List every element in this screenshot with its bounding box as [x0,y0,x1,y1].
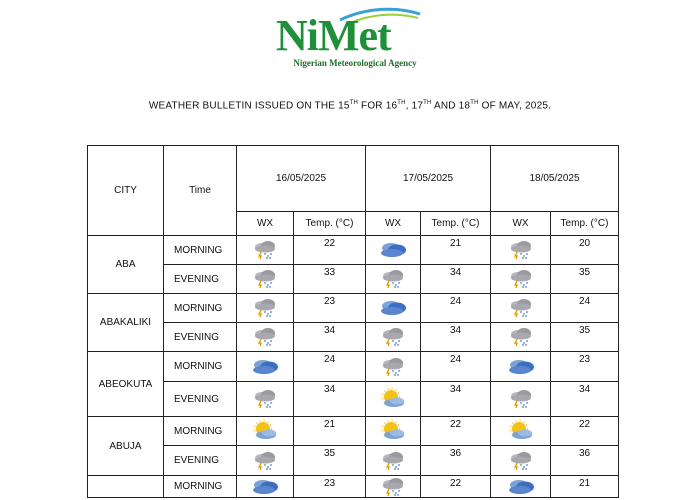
temp-value: 34 [421,265,491,294]
wx-cell [491,417,551,446]
thunder-rain-icon [491,389,550,409]
forecast-table [87,145,619,498]
temp-value: 24 [551,294,619,323]
thunder-rain-icon [491,269,550,289]
wx-cell [491,446,551,476]
date-header: 16/05/2025 [237,146,366,212]
table-row [88,476,619,498]
time-period: EVENING [164,323,237,352]
wx-cell [237,236,294,265]
wx-cell [237,446,294,476]
temp-value: 35 [294,446,366,476]
thunder-rain-icon [491,298,550,318]
temp-value: 23 [294,476,366,498]
bulletin-title: WEATHER BULLETIN ISSUED ON THE 15TH FOR 16TH, 17TH AND 18TH OF MAY, 2025. [148,100,552,112]
table-row [88,417,619,446]
thunder-rain-icon [237,327,293,347]
cloudy-icon [366,299,420,317]
table-row [88,446,619,476]
time-period: MORNING [164,294,237,323]
cloudy-icon [237,478,293,496]
temp-value: 24 [421,294,491,323]
temp-value: 34 [421,382,491,417]
temp-value: 21 [551,476,619,498]
wx-header: WX [366,212,421,236]
table-row [88,323,619,352]
temp-value: 36 [551,446,619,476]
wx-cell [366,236,421,265]
thunder-rain-icon [237,389,293,409]
date-header: 18/05/2025 [491,146,619,212]
temp-header: Temp. (°C) [421,212,491,236]
wx-cell [237,382,294,417]
temp-value: 35 [551,265,619,294]
city-name: ABAKALIKI [88,294,164,352]
wx-cell [237,265,294,294]
wx-cell [366,446,421,476]
wx-cell [366,352,421,382]
sun-cloud-icon [491,420,550,442]
thunder-rain-icon [237,298,293,318]
thunder-rain-icon [366,327,420,347]
thunder-rain-icon [237,269,293,289]
wx-cell [237,417,294,446]
wx-cell [491,294,551,323]
thunder-rain-icon [491,451,550,471]
temp-value: 22 [421,417,491,446]
city-name [88,476,164,498]
city-header: CITY [88,146,164,236]
temp-value: 34 [421,323,491,352]
temp-value: 21 [294,417,366,446]
time-period: MORNING [164,476,237,498]
sun-cloud-icon [237,420,293,442]
temp-value: 22 [421,476,491,498]
city-name: ABUJA [88,417,164,476]
table-row [88,265,619,294]
cloudy-icon [491,478,550,496]
temp-header: Temp. (°C) [294,212,366,236]
cloudy-icon [491,358,550,376]
temp-value: 36 [421,446,491,476]
temp-value: 22 [294,236,366,265]
nimet-logo [270,6,435,70]
thunder-rain-icon [366,451,420,471]
thunder-rain-icon [237,240,293,260]
table-row [88,382,619,417]
city-name: ABA [88,236,164,294]
temp-value: 23 [294,294,366,323]
wx-cell [491,236,551,265]
temp-value: 23 [551,352,619,382]
time-period: EVENING [164,446,237,476]
time-period: EVENING [164,265,237,294]
wx-header: WX [237,212,294,236]
cloudy-icon [366,241,420,259]
wx-cell [366,417,421,446]
thunder-rain-icon [366,357,420,377]
wx-cell [366,476,421,498]
date-header: 17/05/2025 [366,146,491,212]
time-period: MORNING [164,236,237,265]
wx-cell [237,294,294,323]
wx-cell [491,352,551,382]
wx-cell [366,265,421,294]
temp-value: 24 [294,352,366,382]
table-row [88,236,619,265]
wx-cell [237,352,294,382]
wx-cell [491,382,551,417]
temp-header: Temp. (°C) [551,212,619,236]
temp-value: 34 [551,382,619,417]
time-header: Time [164,146,237,236]
logo-subtitle: Nigerian Meteorological Agency [293,58,417,68]
temp-value: 21 [421,236,491,265]
wx-cell [366,382,421,417]
sun-cloud-icon [366,420,420,442]
logo-wordmark: NiMet [276,11,391,60]
time-period: MORNING [164,352,237,382]
wx-cell [366,323,421,352]
wx-cell [237,476,294,498]
wx-header: WX [491,212,551,236]
time-period: MORNING [164,417,237,446]
cloudy-icon [237,358,293,376]
wx-cell [491,265,551,294]
thunder-rain-icon [491,327,550,347]
sun-cloud-icon [366,388,420,410]
wx-cell [366,294,421,323]
thunder-rain-icon [237,451,293,471]
wx-cell [237,323,294,352]
temp-value: 35 [551,323,619,352]
time-period: EVENING [164,382,237,417]
wx-cell [491,476,551,498]
temp-value: 20 [551,236,619,265]
temp-value: 33 [294,265,366,294]
wx-cell [491,323,551,352]
temp-value: 22 [551,417,619,446]
temp-value: 24 [421,352,491,382]
temp-value: 34 [294,323,366,352]
city-name: ABEOKUTA [88,352,164,417]
thunder-rain-icon [491,240,550,260]
thunder-rain-icon [366,269,420,289]
temp-value: 34 [294,382,366,417]
table-row [88,294,619,323]
thunder-rain-icon [366,477,420,497]
table-row [88,352,619,382]
